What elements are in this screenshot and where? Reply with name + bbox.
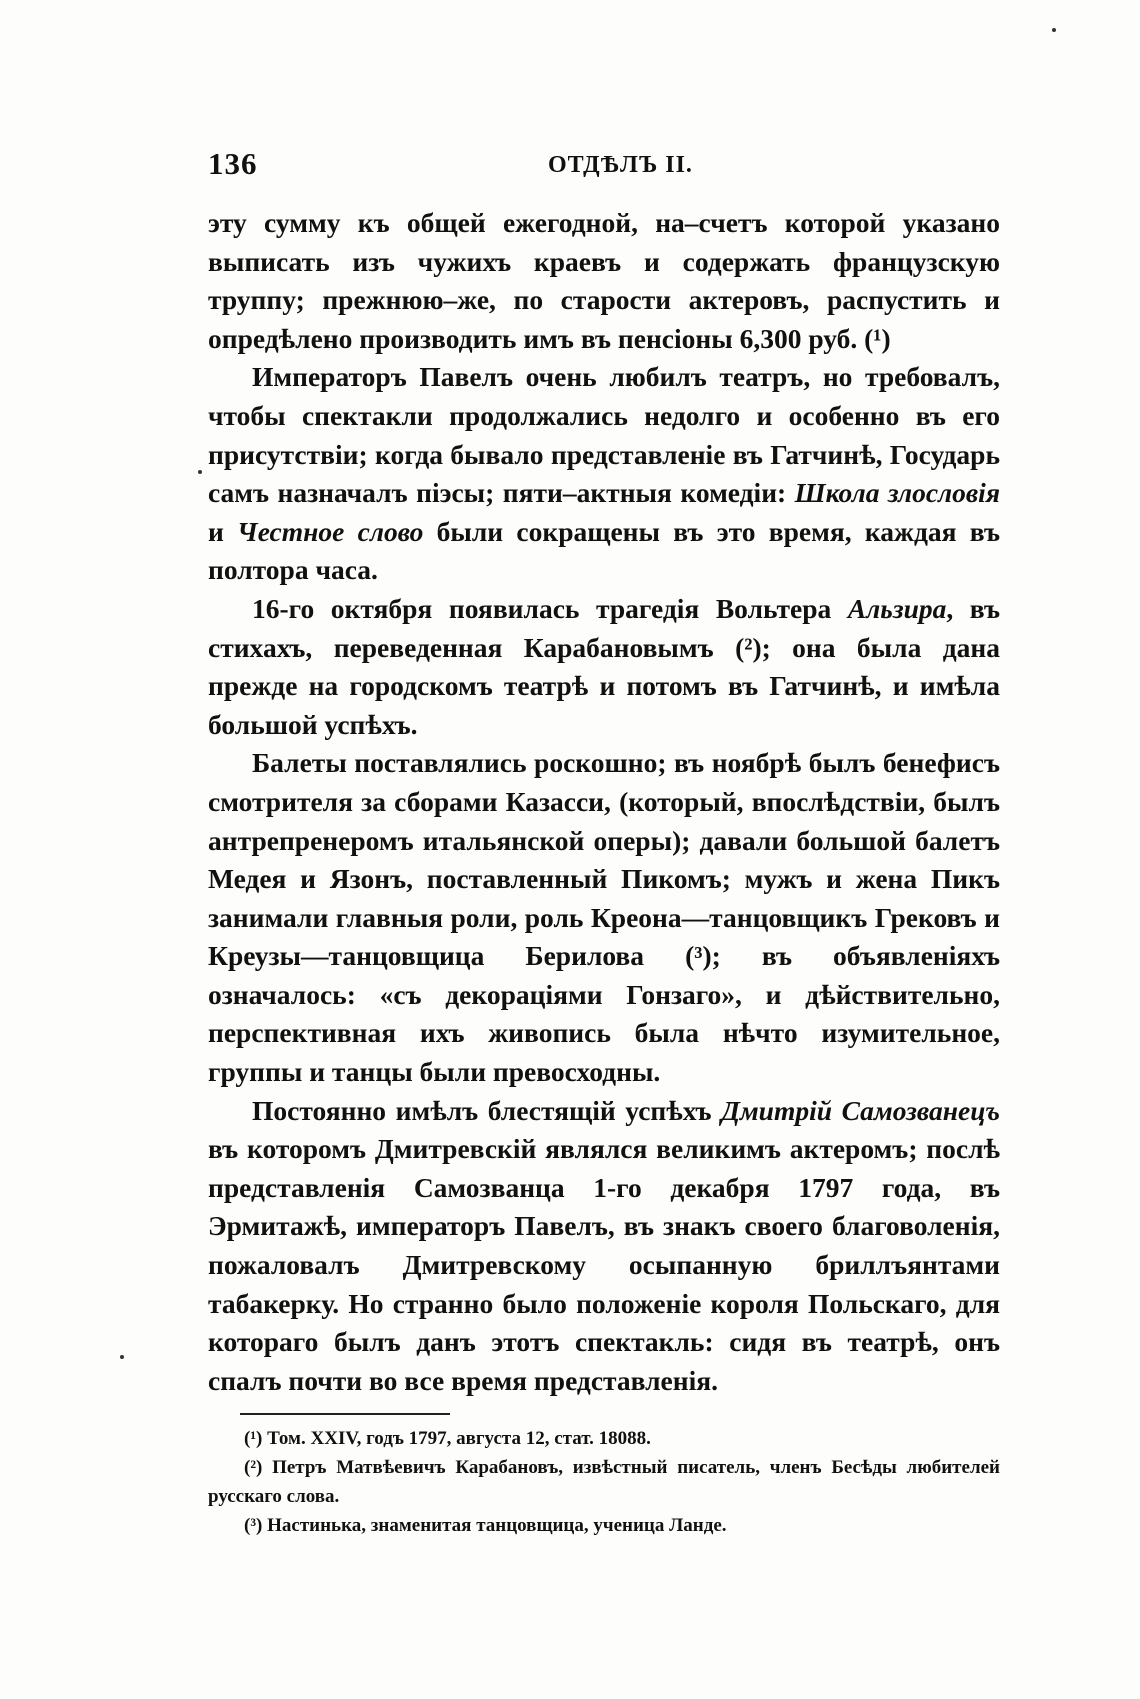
paragraph-5 bbox=[208, 1092, 1000, 1401]
paragraph-3-text-b: , въ стихахъ, переведенная Карабановымъ (²); она была дана прежде на городскомъ театрѣ и потомъ въ Гатчинѣ, и имѣла большой успѣхъ. bbox=[208, 592, 1000, 740]
running-head: ОТДѢЛЪ II. bbox=[548, 152, 693, 178]
paragraph-3 bbox=[208, 590, 1000, 744]
paragraph-4: Балеты поставлялись роскошно; въ ноябрѣ былъ бенефисъ смотрителя за сборами Казасси, (который, впослѣдствіи, былъ антрепренеромъ итальянской оперы); давали большой балетъ Медея и Язонъ, поставленный Пикомъ; мужъ и жена Пикъ занимали главныя роли, роль Креона—танцовщикъ Грековъ и Креузы—танцовщица Берилова (³); въ объявленіяхъ означалось: «съ декораціями Гонзаго», и дѣйствительно, перспективная ихъ живопись была нѣчто изумительное, группы и танцы были превосходны. bbox=[208, 747, 1000, 1088]
body-text bbox=[208, 204, 1000, 1400]
paragraph-3-text-a: 16-го октября появилась трагедія Вольтера bbox=[252, 592, 848, 624]
footnote-1: (¹) Том. XXIV, годъ 1797, августа 12, стат. 18088. bbox=[244, 1428, 651, 1449]
paragraph-1: эту сумму къ общей ежегодной, на–счетъ которой указано выписать изъ чужихъ краевъ и содержать французскую труппу; прежнюю–же, по старости актеровъ, распустить и опредѣлено производить имъ въ пенсіоны 6,300 руб. (¹) bbox=[208, 207, 1000, 354]
footnote-3: (³) Настинька, знаменитая танцовщица, ученица Ланде. bbox=[244, 1515, 727, 1536]
page-number: 136 bbox=[208, 146, 258, 181]
paragraph-5-text-b: въ которомъ Дмитревскій являлся великимъ актеромъ; послѣ представленія Самозванца 1-го декабря 1797 года, въ Эрмитажѣ, императоръ Павелъ, въ знакъ своего благоволенія, пожаловалъ Дмитревскому осыпанную бриллъянтами табакерку. Но странно было положеніе короля Польскаго, для котораго былъ данъ этотъ спектакль: сидя въ театрѣ, онъ спалъ почти во все время представленія. bbox=[208, 1133, 1000, 1396]
scan-speck bbox=[120, 1355, 124, 1359]
paragraph-2 bbox=[208, 358, 1000, 590]
page-header bbox=[208, 146, 1000, 186]
play-title-alzira: Альзира bbox=[847, 592, 947, 624]
scan-speck bbox=[198, 470, 202, 474]
footnotes bbox=[208, 1424, 1000, 1540]
paragraph-2-text-b: и bbox=[208, 515, 238, 547]
play-title-chestnoe-slovo: Честное слово bbox=[237, 515, 424, 547]
play-title-shkola-zloslovia: Школа злословія bbox=[794, 477, 1000, 509]
play-title-dmitry-samozvanets: Дмитрій Самозванецъ bbox=[721, 1094, 1000, 1126]
paragraph-2-text-a: Императоръ Павелъ очень любилъ театръ, но требовалъ, чтобы спектакли продолжались недолго и особенно въ его присутствіи; когда бывало представленіе въ Гатчинѣ, Государь самъ назначалъ піэсы; пяти–актныя комедіи: bbox=[208, 361, 1000, 509]
footnote-divider bbox=[240, 1413, 450, 1415]
paragraph-2-text-c: были сокращены въ это время, каждая въ полтора часа. bbox=[208, 515, 1000, 586]
paragraph-5-text-a: Постоянно имѣлъ блестящій успѣхъ bbox=[252, 1094, 722, 1126]
footnote-2: (²) Петръ Матвѣевичъ Карабановъ, извѣстный писатель, членъ Бесѣды любителей русскаго слова. bbox=[208, 1457, 1000, 1507]
scan-speck bbox=[1052, 28, 1056, 32]
